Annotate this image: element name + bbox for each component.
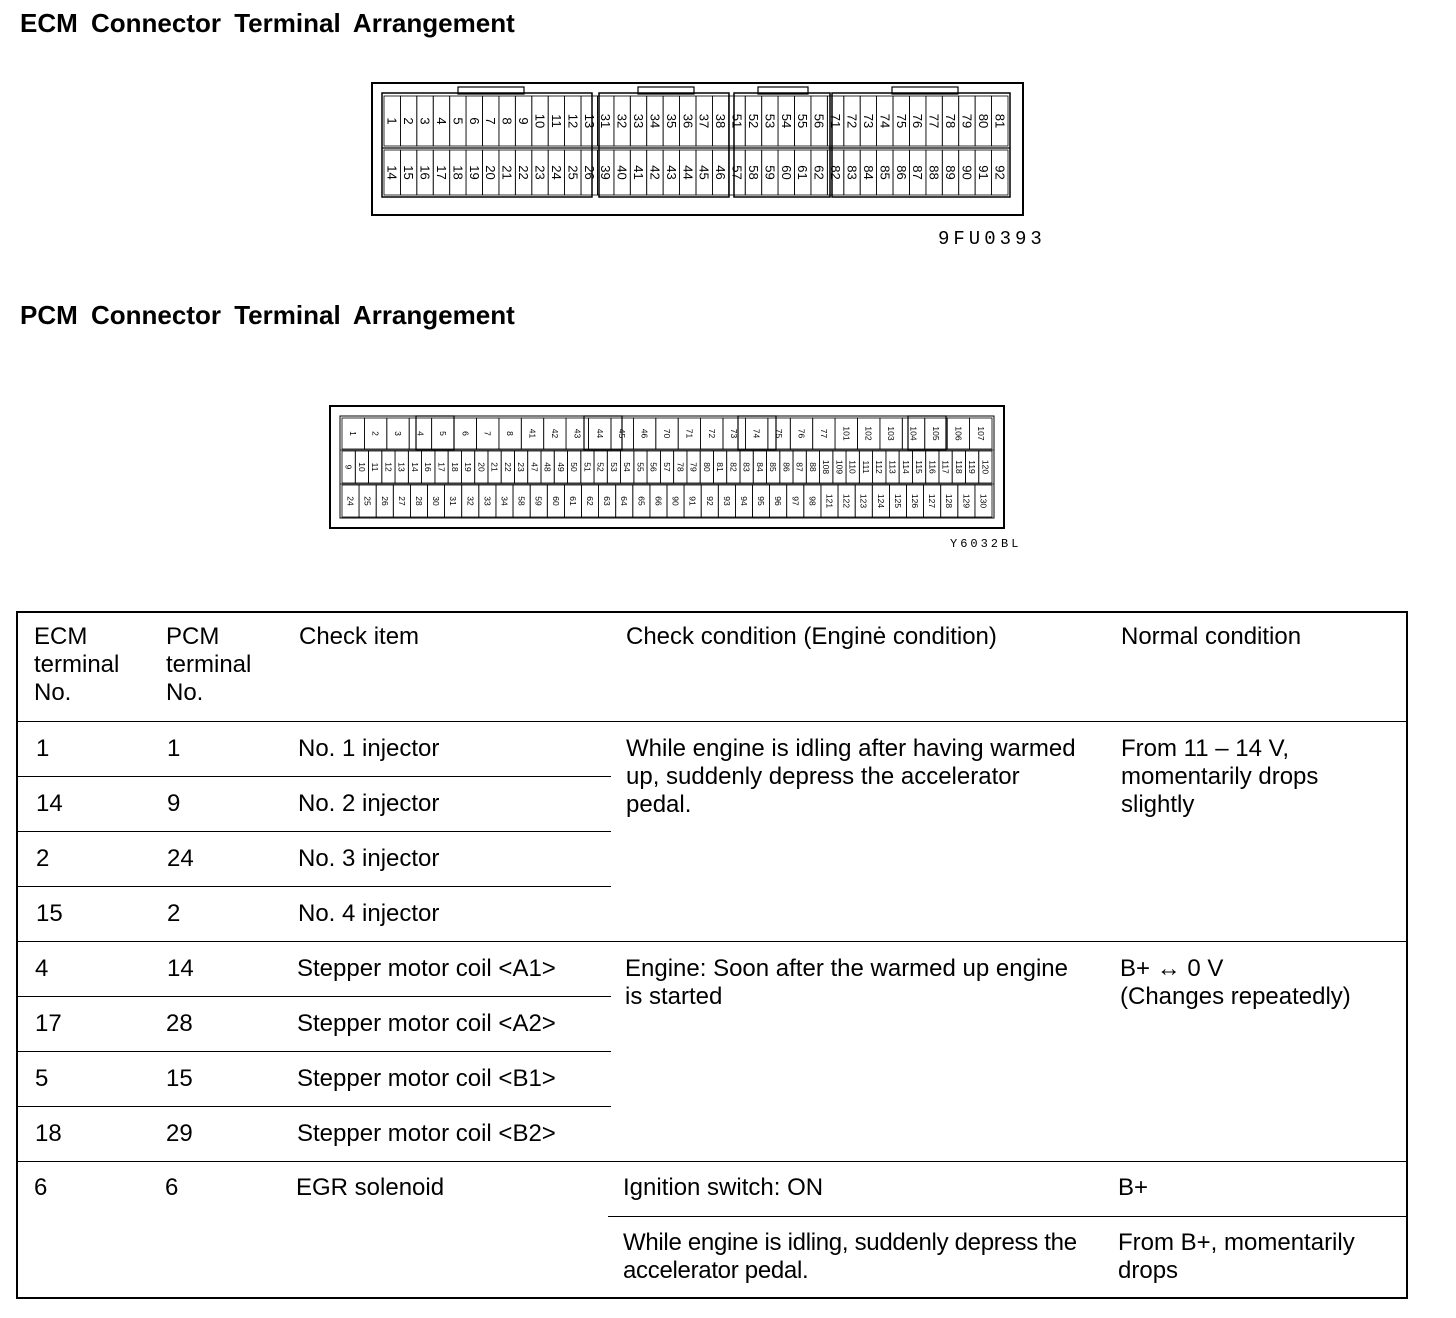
terminal-label: 52 bbox=[746, 113, 761, 129]
terminal-label: 61 bbox=[567, 496, 578, 506]
terminal-label: 85 bbox=[768, 462, 779, 472]
terminal-label: 4 bbox=[415, 431, 426, 436]
terminal-label: 24 bbox=[548, 165, 564, 180]
terminal-label: 63 bbox=[602, 496, 613, 506]
terminal-label: 8 bbox=[505, 431, 516, 436]
terminal-label: 12 bbox=[565, 113, 581, 129]
terminal-label: 118 bbox=[953, 460, 964, 474]
injector-check-condition: While engine is idling after having warmed up, suddenly depress the accelerator pedal. bbox=[626, 735, 1076, 818]
terminal-label: 36 bbox=[680, 113, 696, 129]
row-divider bbox=[18, 776, 611, 777]
terminal-label: 28 bbox=[414, 496, 424, 506]
terminal-label: 34 bbox=[499, 496, 510, 506]
terminal-label: 3 bbox=[417, 117, 433, 125]
terminal-label: 57 bbox=[662, 462, 672, 472]
terminal-label: 113 bbox=[887, 460, 898, 474]
terminal-label: 34 bbox=[647, 113, 663, 129]
terminal-label: 48 bbox=[542, 462, 553, 472]
terminal-label: 39 bbox=[598, 165, 614, 180]
terminal-label: 31 bbox=[598, 113, 614, 129]
terminal-label: 81 bbox=[992, 113, 1008, 129]
terminal-label: 71 bbox=[684, 428, 695, 439]
terminal-label: 8 bbox=[499, 117, 515, 125]
terminal-label: 73 bbox=[860, 113, 876, 129]
terminal-label: 65 bbox=[636, 496, 647, 506]
pcm-title: PCM Connector Terminal Arrangement bbox=[20, 300, 515, 330]
terminal-label: 111 bbox=[861, 460, 871, 474]
terminal-label: 23 bbox=[532, 165, 548, 180]
check-table bbox=[16, 611, 1408, 1299]
terminal-label: 56 bbox=[811, 113, 827, 129]
terminal-label: 13 bbox=[581, 113, 597, 129]
terminal-label: 130 bbox=[978, 493, 989, 509]
terminal-label: 5 bbox=[450, 117, 466, 125]
terminal-label: 80 bbox=[701, 462, 712, 472]
terminal-label: 5 bbox=[437, 431, 448, 436]
header-ecm-terminal: ECM terminal No. bbox=[34, 623, 120, 706]
terminal-label: 42 bbox=[549, 428, 560, 439]
terminal-label: 51 bbox=[729, 113, 745, 129]
terminal-label: 18 bbox=[449, 462, 460, 472]
header-divider bbox=[18, 721, 1408, 722]
terminal-label: 15 bbox=[401, 165, 417, 180]
terminal-label: 53 bbox=[608, 462, 619, 472]
terminal-label: 123 bbox=[858, 493, 869, 509]
terminal-label: 86 bbox=[781, 462, 792, 472]
terminal-label: 98 bbox=[807, 496, 818, 506]
terminal-label: 74 bbox=[877, 113, 893, 129]
terminal-label: 17 bbox=[436, 462, 447, 472]
terminal-label: 105 bbox=[931, 426, 941, 441]
terminal-label: 46 bbox=[639, 428, 650, 439]
terminal-label: 35 bbox=[663, 113, 679, 129]
row-2-pcm: 9 bbox=[167, 790, 181, 817]
terminal-label: 1 bbox=[384, 117, 400, 125]
terminal-label: 10 bbox=[532, 113, 548, 129]
terminal-label: 72 bbox=[706, 428, 717, 439]
row-divider bbox=[18, 886, 611, 887]
terminal-label: 43 bbox=[663, 165, 679, 180]
terminal-label: 58 bbox=[516, 496, 527, 506]
terminal-label: 17 bbox=[434, 165, 449, 180]
terminal-label: 92 bbox=[704, 496, 715, 506]
terminal-label: 1 bbox=[348, 431, 359, 436]
egr-normal-condition-1: B+ bbox=[1118, 1174, 1149, 1201]
terminal-label: 18 bbox=[450, 165, 466, 180]
terminal-label: 71 bbox=[828, 113, 844, 129]
terminal-label: 109 bbox=[834, 459, 845, 475]
terminal-label: 66 bbox=[653, 496, 664, 506]
terminal-label: 14 bbox=[384, 165, 400, 180]
terminal-label: 31 bbox=[448, 496, 459, 506]
row-5-ecm: 4 bbox=[35, 955, 49, 982]
terminal-label: 84 bbox=[754, 462, 765, 472]
header-check-item: Check item bbox=[299, 623, 420, 650]
terminal-label: 87 bbox=[794, 462, 805, 472]
terminal-label: 60 bbox=[550, 496, 561, 506]
row-divider bbox=[18, 996, 611, 997]
row-3-pcm: 24 bbox=[167, 845, 194, 872]
row-7-pcm: 15 bbox=[166, 1065, 193, 1092]
terminal-label: 9 bbox=[516, 117, 532, 125]
egr-normal-condition-2: From B+, momentarily drops bbox=[1118, 1229, 1355, 1284]
terminal-label: 24 bbox=[345, 496, 356, 506]
terminal-label: 23 bbox=[516, 462, 527, 472]
row-1-pcm: 1 bbox=[167, 735, 181, 762]
terminal-label: 22 bbox=[516, 165, 532, 180]
terminal-label: 64 bbox=[619, 496, 630, 506]
row-divider bbox=[18, 1051, 611, 1052]
terminal-label: 120 bbox=[980, 459, 991, 475]
terminal-label: 33 bbox=[482, 496, 493, 506]
terminal-label: 107 bbox=[975, 426, 986, 441]
terminal-label: 7 bbox=[482, 431, 493, 436]
terminal-label: 117 bbox=[940, 460, 951, 474]
terminal-label: 49 bbox=[555, 462, 566, 472]
row-3-item: No. 3 injector bbox=[298, 845, 440, 872]
terminal-label: 94 bbox=[739, 496, 749, 506]
terminal-label: 55 bbox=[795, 113, 811, 129]
row-9-pcm: 6 bbox=[165, 1174, 179, 1201]
terminal-label: 91 bbox=[975, 165, 991, 180]
terminal-label: 122 bbox=[841, 493, 852, 509]
terminal-label: 61 bbox=[795, 165, 811, 180]
terminal-label: 6 bbox=[460, 431, 471, 436]
terminal-label: 93 bbox=[721, 496, 732, 506]
terminal-label: 101 bbox=[841, 426, 852, 441]
pcm-figure-code: Y6032BL bbox=[950, 537, 1022, 551]
terminal-label: 54 bbox=[622, 462, 633, 472]
terminal-label: 54 bbox=[778, 113, 794, 129]
terminal-label: 125 bbox=[892, 493, 903, 509]
terminal-label: 57 bbox=[729, 165, 745, 180]
terminal-label: 4 bbox=[434, 117, 449, 125]
row-9-ecm: 6 bbox=[34, 1174, 48, 1201]
terminal-label: 51 bbox=[582, 462, 593, 472]
terminal-label: 11 bbox=[370, 462, 381, 472]
group-divider bbox=[18, 941, 1408, 942]
terminal-label: 22 bbox=[502, 462, 513, 472]
row-8-item: Stepper motor coil <B2> bbox=[297, 1120, 556, 1147]
row-5-pcm: 14 bbox=[167, 955, 194, 982]
row-3-ecm: 2 bbox=[36, 845, 50, 872]
terminal-label: 114 bbox=[900, 460, 911, 474]
terminal-label: 97 bbox=[790, 496, 801, 506]
terminal-label: 73 bbox=[729, 428, 740, 439]
terminal-label: 80 bbox=[975, 113, 991, 129]
terminal-label: 78 bbox=[675, 462, 686, 472]
terminal-label: 25 bbox=[565, 165, 581, 180]
terminal-label: 90 bbox=[670, 496, 681, 506]
row-1-item: No. 1 injector bbox=[298, 735, 440, 762]
terminal-label: 42 bbox=[647, 165, 663, 180]
row-divider bbox=[18, 831, 611, 832]
row-8-pcm: 29 bbox=[166, 1120, 193, 1147]
terminal-label: 96 bbox=[773, 496, 784, 506]
terminal-label: 40 bbox=[614, 165, 630, 180]
terminal-label: 88 bbox=[807, 462, 818, 472]
row-8-ecm: 18 bbox=[35, 1120, 62, 1147]
terminal-label: 32 bbox=[465, 496, 476, 506]
terminal-label: 83 bbox=[844, 165, 860, 180]
terminal-label: 79 bbox=[959, 113, 975, 129]
terminal-label: 2 bbox=[401, 117, 417, 125]
terminal-label: 77 bbox=[926, 113, 942, 129]
terminal-label: 106 bbox=[953, 426, 964, 441]
terminal-label: 26 bbox=[581, 165, 597, 180]
terminal-label: 124 bbox=[875, 493, 886, 509]
terminal-label: 52 bbox=[595, 462, 606, 472]
terminal-label: 76 bbox=[796, 428, 807, 439]
terminal-label: 56 bbox=[648, 462, 659, 472]
row-divider bbox=[18, 1106, 611, 1107]
terminal-label: 74 bbox=[751, 428, 762, 439]
terminal-label: 119 bbox=[967, 460, 978, 474]
terminal-label: 62 bbox=[811, 165, 827, 180]
terminal-label: 91 bbox=[687, 496, 698, 506]
row-divider bbox=[608, 1216, 1408, 1217]
terminal-label: 14 bbox=[410, 462, 420, 472]
terminal-label: 7 bbox=[483, 117, 499, 125]
pcm-connector-diagram bbox=[328, 404, 1008, 530]
terminal-label: 126 bbox=[910, 493, 920, 509]
terminal-label: 32 bbox=[614, 113, 630, 129]
terminal-label: 46 bbox=[713, 165, 729, 180]
terminal-label: 47 bbox=[529, 462, 540, 472]
terminal-label: 41 bbox=[527, 428, 538, 439]
terminal-label: 44 bbox=[594, 428, 605, 439]
terminal-label: 21 bbox=[499, 165, 515, 180]
terminal-label: 19 bbox=[463, 462, 473, 472]
terminal-label: 59 bbox=[762, 165, 778, 180]
terminal-label: 59 bbox=[533, 496, 544, 506]
terminal-label: 72 bbox=[844, 113, 860, 129]
stepper-normal-condition: B+ ↔ 0 V (Changes repeatedly) bbox=[1120, 955, 1351, 1010]
terminal-label: 45 bbox=[696, 165, 712, 180]
terminal-label: 20 bbox=[483, 165, 499, 180]
row-4-pcm: 2 bbox=[167, 900, 181, 927]
ecm-connector-diagram bbox=[370, 80, 1030, 220]
terminal-label: 82 bbox=[728, 462, 739, 472]
terminal-label: 103 bbox=[886, 426, 897, 441]
terminal-label: 87 bbox=[910, 165, 926, 180]
terminal-label: 110 bbox=[847, 460, 858, 474]
terminal-label: 121 bbox=[824, 493, 835, 509]
terminal-label: 70 bbox=[662, 428, 672, 439]
terminal-label: 104 bbox=[908, 426, 919, 441]
terminal-label: 79 bbox=[688, 462, 699, 472]
egr-check-condition-1: Ignition switch: ON bbox=[623, 1174, 824, 1201]
terminal-label: 37 bbox=[696, 113, 712, 129]
row-9-item: EGR solenoid bbox=[296, 1174, 445, 1201]
terminal-label: 19 bbox=[466, 165, 482, 180]
terminal-label: 21 bbox=[489, 462, 500, 472]
terminal-label: 85 bbox=[877, 165, 893, 180]
terminal-label: 62 bbox=[585, 496, 595, 506]
terminal-label: 90 bbox=[959, 165, 975, 180]
group-divider bbox=[18, 1161, 1408, 1162]
terminal-label: 6 bbox=[466, 117, 482, 125]
row-2-ecm: 14 bbox=[36, 790, 63, 817]
row-5-item: Stepper motor coil <A1> bbox=[297, 955, 556, 982]
terminal-label: 75 bbox=[774, 428, 785, 439]
terminal-label: 89 bbox=[943, 165, 958, 180]
row-6-ecm: 17 bbox=[35, 1010, 62, 1037]
header-pcm-terminal: PCM terminal No. bbox=[166, 623, 252, 706]
header-check-condition: Check condition (Enginė condition) bbox=[626, 623, 997, 650]
terminal-label: 25 bbox=[362, 496, 373, 506]
terminal-label: 88 bbox=[926, 165, 942, 180]
terminal-label: 77 bbox=[818, 428, 829, 439]
ecm-title: ECM Connector Terminal Arrangement bbox=[20, 8, 515, 38]
stepper-check-condition: Engine: Soon after the warmed up engine is started bbox=[625, 955, 1068, 1010]
terminal-label: 10 bbox=[356, 462, 367, 472]
terminal-label: 108 bbox=[821, 459, 832, 475]
row-7-item: Stepper motor coil <B1> bbox=[297, 1065, 556, 1092]
row-4-ecm: 15 bbox=[36, 900, 63, 927]
ecm-figure-code: 9FU0393 bbox=[938, 228, 1046, 250]
row-6-pcm: 28 bbox=[166, 1010, 193, 1037]
terminal-label: 83 bbox=[741, 462, 752, 472]
terminal-label: 55 bbox=[635, 462, 646, 472]
terminal-label: 92 bbox=[992, 165, 1008, 180]
terminal-label: 16 bbox=[417, 165, 433, 180]
terminal-label: 11 bbox=[548, 114, 564, 128]
terminal-label: 76 bbox=[910, 113, 926, 129]
terminal-label: 129 bbox=[961, 493, 972, 509]
terminal-label: 102 bbox=[863, 426, 874, 441]
terminal-label: 60 bbox=[778, 165, 794, 180]
terminal-label: 20 bbox=[476, 462, 487, 472]
terminal-label: 53 bbox=[762, 113, 778, 129]
terminal-label: 58 bbox=[746, 165, 761, 180]
terminal-label: 44 bbox=[680, 165, 696, 180]
terminal-label: 128 bbox=[944, 493, 955, 509]
injector-normal-condition: From 11 – 14 V, momentarily drops slightly bbox=[1121, 735, 1319, 818]
terminal-label: 84 bbox=[860, 165, 876, 180]
terminal-label: 41 bbox=[631, 165, 646, 180]
terminal-label: 75 bbox=[893, 113, 909, 129]
terminal-label: 3 bbox=[393, 431, 403, 436]
row-6-item: Stepper motor coil <A2> bbox=[297, 1010, 556, 1037]
row-7-ecm: 5 bbox=[35, 1065, 49, 1092]
row-1-ecm: 1 bbox=[36, 735, 50, 762]
terminal-label: 13 bbox=[396, 462, 407, 472]
terminal-label: 112 bbox=[874, 460, 885, 474]
terminal-label: 12 bbox=[383, 462, 394, 472]
terminal-label: 27 bbox=[396, 496, 407, 506]
terminal-label: 50 bbox=[569, 462, 580, 472]
terminal-label: 9 bbox=[343, 464, 354, 470]
terminal-label: 116 bbox=[927, 460, 938, 474]
terminal-label: 43 bbox=[572, 428, 583, 439]
egr-check-condition-2: While engine is idling, suddenly depress the accelerator pedal. bbox=[623, 1229, 1077, 1284]
terminal-label: 86 bbox=[893, 165, 909, 180]
terminal-label: 95 bbox=[756, 496, 767, 506]
terminal-label: 115 bbox=[914, 460, 924, 474]
terminal-label: 81 bbox=[715, 462, 726, 472]
terminal-label: 26 bbox=[379, 496, 390, 506]
row-4-item: No. 4 injector bbox=[298, 900, 440, 927]
terminal-label: 78 bbox=[943, 113, 958, 129]
terminal-label: 33 bbox=[631, 113, 646, 129]
terminal-label: 2 bbox=[370, 431, 381, 436]
terminal-label: 45 bbox=[617, 428, 628, 439]
terminal-label: 16 bbox=[423, 462, 434, 472]
terminal-label: 82 bbox=[828, 165, 844, 180]
row-2-item: No. 2 injector bbox=[298, 790, 440, 817]
terminal-label: 38 bbox=[713, 113, 729, 129]
terminal-label: 30 bbox=[431, 496, 442, 506]
terminal-label: 127 bbox=[927, 493, 938, 509]
header-normal-condition: Normal condition bbox=[1121, 623, 1302, 650]
